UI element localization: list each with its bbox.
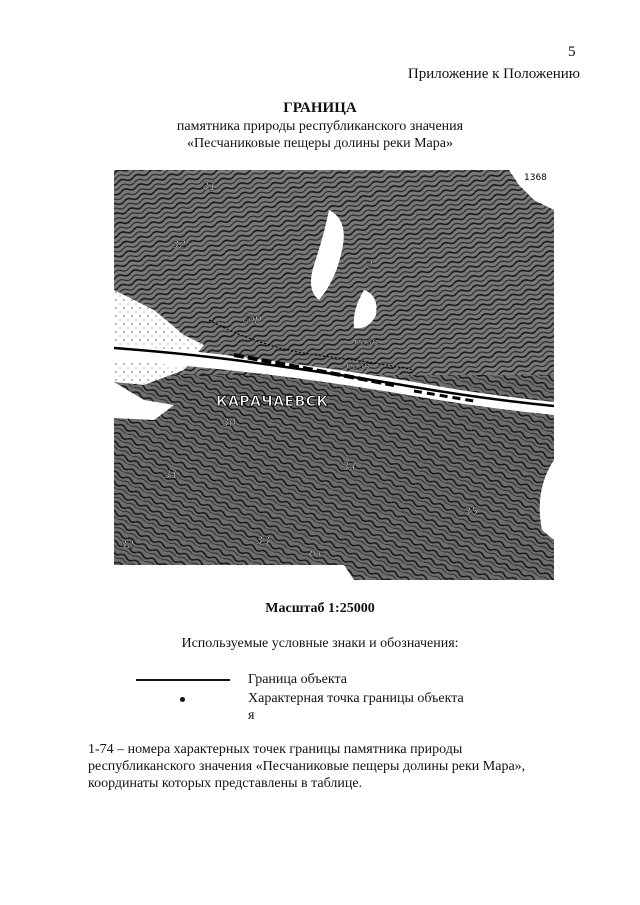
- map-label-sar: сар: [242, 312, 262, 325]
- map-label-31-south: 31: [164, 468, 178, 481]
- legend-point-symbol: [180, 697, 185, 702]
- subtitle-line-1: памятника природы республиканского значения: [176, 119, 464, 134]
- document-title: ГРАНИЦА: [283, 100, 357, 116]
- map-label-35: 35: [464, 505, 478, 518]
- map-label-30: 30: [222, 416, 236, 429]
- legend-point-label-line1: Характерная точка границы объекта: [248, 691, 464, 706]
- legend-boundary-label: Граница объекта: [248, 672, 347, 687]
- legend-point-label-line2: я: [248, 708, 255, 723]
- subtitle-line-2: «Песчаниковые пещеры долины реки Мара»: [187, 136, 453, 151]
- map-label-2: 2: [366, 258, 373, 271]
- legend-point-label: [248, 690, 498, 724]
- topographic-map: [114, 170, 554, 580]
- map-label-1368: 1368: [524, 173, 547, 183]
- map-label-32-north: 32: [172, 238, 186, 251]
- map-label-33: 33: [256, 534, 270, 547]
- legend-heading: Используемые условные знаки и обозначения:: [181, 636, 459, 651]
- map-bottom-edge: [114, 565, 354, 580]
- map-scale: Масштаб 1:25000: [265, 601, 375, 616]
- map-label-razv-1: разв.: [354, 337, 381, 348]
- appendix-label: Приложение к Положению: [407, 66, 580, 82]
- town-label: КАРАЧАЕВСК: [216, 394, 329, 410]
- legend-boundary-symbol: [136, 679, 230, 681]
- map-label-razv-2: разв: [346, 361, 370, 372]
- points-note: 1-74 – номера характерных точек границы памятника природы республиканского значения «Песчаниковые пещеры долины реки Мара», координаты которых представлены в таблице.: [88, 742, 526, 791]
- map-label-bs: б.с: [310, 549, 324, 559]
- map-label-31-north: 31: [202, 180, 216, 193]
- map-label-34: 34: [342, 460, 356, 473]
- map-label-32-south: 32: [120, 538, 134, 551]
- page-number: 5: [568, 44, 576, 60]
